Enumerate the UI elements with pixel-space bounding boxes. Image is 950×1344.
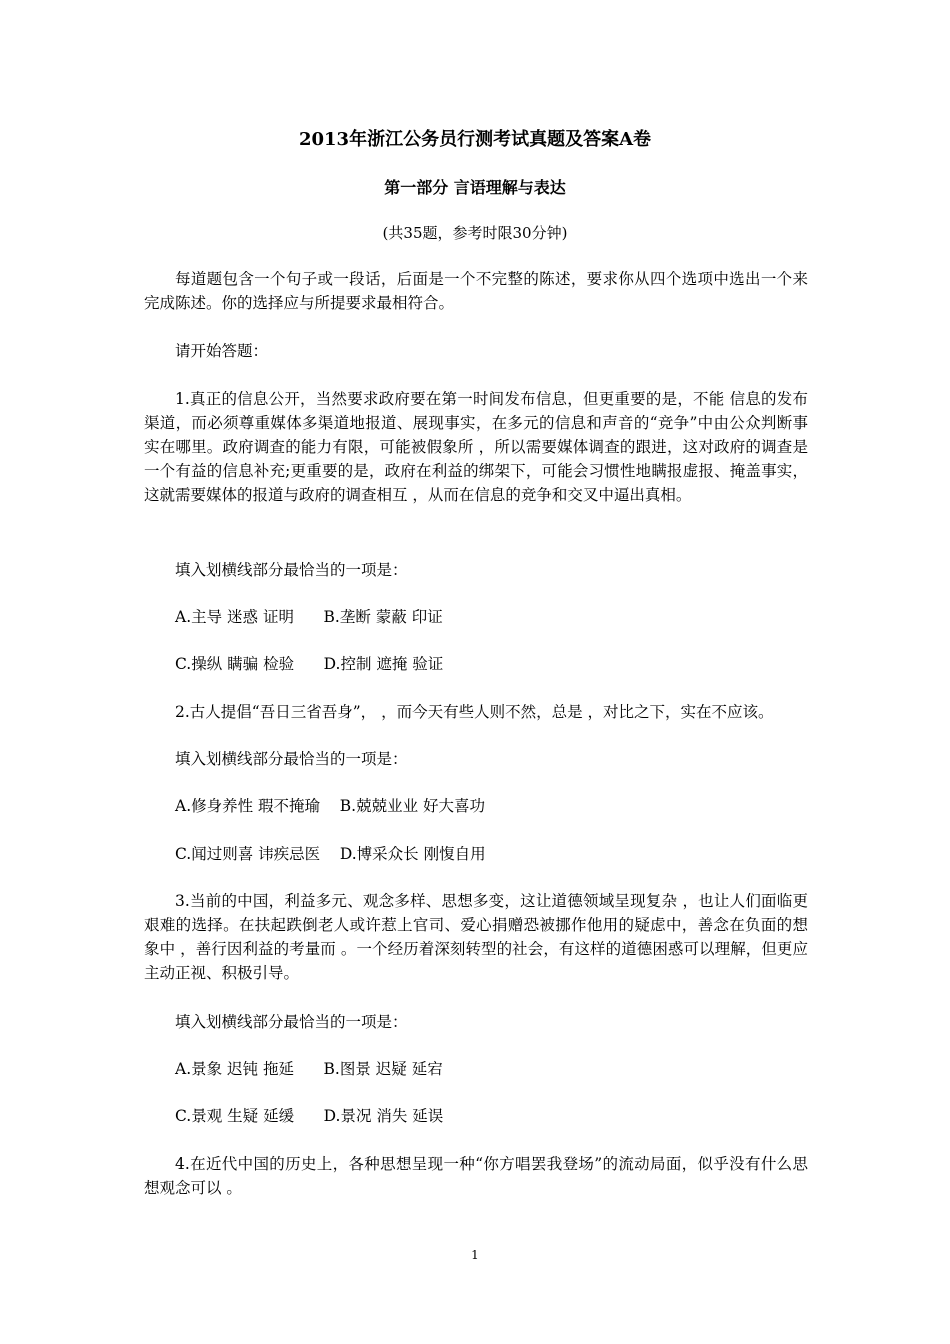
question-1-prompt: 填入划横线部分最恰当的一项是：	[175, 561, 408, 579]
question-2-stem: 2.古人提倡“吾日三省吾身”， ，而今天有些人则不然，总是 ，对比之下，实在不应该。	[175, 703, 774, 721]
question-1-options-cd: C.操纵 瞒骗 检验 D.控制 遮掩 验证	[175, 655, 444, 673]
start-prompt: 请开始答题：	[175, 342, 269, 360]
instructions-paragraph: 每道题包含一个句子或一段话，后面是一个不完整的陈述，要求你从四个选项中选出一个来完成陈述。你的选择应与所提要求最相符合。	[144, 270, 808, 312]
question-2-prompt: 填入划横线部分最恰当的一项是：	[175, 750, 408, 768]
question-4-stem: 4.在近代中国的历史上，各种思想呈现一种“你方唱罢我登场”的流动局面，似乎没有什么思想观念可以 。	[144, 1155, 808, 1197]
question-1-stem: 1.真正的信息公开，当然要求政府要在第一时间发布信息，但更重要的是，不能 信息的发布渠道，而必须尊重媒体多渠道地报道、展现事实，在多元的信息和声音的“竞争”中由公众判断事实在哪里。政府调查的能力有限，可能被假象所 ，所以需要媒体调查的跟进，这对政府的调查是一个有益的信息补充;更重要的是，政府在利益的绑架下，可能会习惯性地瞒报虚报、掩盖事实，这就需要媒体的报道与政府的调查相互 ，从而在信息的竞争和交叉中逼出真相。	[144, 390, 808, 504]
section-heading: 第一部分 言语理解与表达	[384, 178, 566, 197]
question-3-prompt: 填入划横线部分最恰当的一项是：	[175, 1013, 408, 1031]
question-2-options-cd: C.闻过则喜 讳疾忌医 D.博采众长 刚愎自用	[175, 845, 486, 863]
question-3-options-ab: A.景象 迟钝 拖延 B.图景 迟疑 延宕	[175, 1060, 443, 1078]
question-3-options-cd: C.景观 生疑 延缓 D.景况 消失 延误	[175, 1107, 444, 1125]
question-1-options-ab: A.主导 迷惑 证明 B.垄断 蒙蔽 印证	[175, 608, 443, 626]
page-number: 1	[471, 1248, 479, 1262]
section-note: (共35题，参考时限30分钟)	[382, 224, 568, 242]
document-title: 2013年浙江公务员行测考试真题及答案A卷	[298, 129, 652, 150]
question-3-stem: 3.当前的中国，利益多元、观念多样、思想多变，这让道德领域呈现复杂 ，也让人们面临更艰难的选择。在扶起跌倒老人或许惹上官司、爱心捐赠恐被挪作他用的疑虑中，善念在负面的想象中 ，善行因利益的考量而 。一个经历着深刻转型的社会，有这样的道德困惑可以理解，但更应主动正视、积极引导。	[144, 892, 808, 982]
question-2-options-ab: A.修身养性 瑕不掩瑜 B.兢兢业业 好大喜功	[175, 797, 486, 815]
